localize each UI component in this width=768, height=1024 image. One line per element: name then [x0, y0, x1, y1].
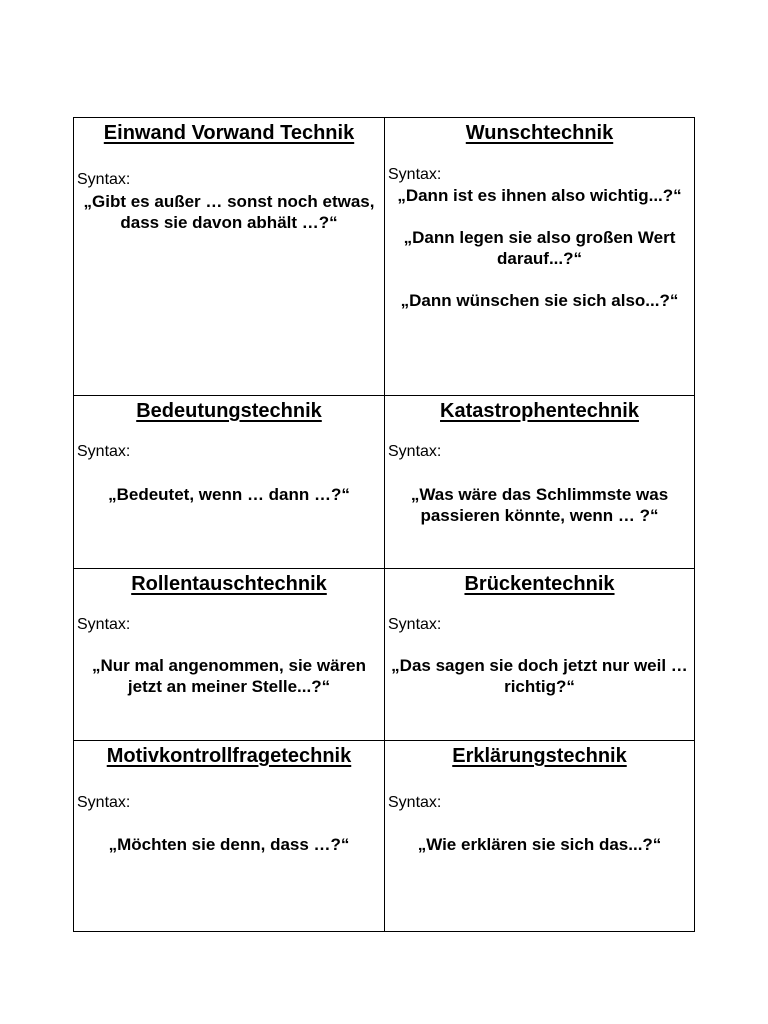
syntax-phrases	[391, 834, 688, 855]
card-title: Motivkontrollfragetechnik	[106, 745, 352, 767]
syntax-label: Syntax:	[388, 443, 442, 460]
syntax-phrases	[391, 655, 688, 697]
card-einwand-vorwand-technik	[74, 118, 385, 395]
syntax-label: Syntax:	[388, 794, 442, 811]
syntax-phrase: „Gibt es außer … sonst noch etwas, dass sie davon abhält …?“	[83, 192, 375, 232]
syntax-phrases	[80, 191, 378, 233]
syntax-phrase: „Was wäre das Schlimmste was passieren könnte, wenn … ?“	[410, 485, 669, 525]
card-katastrophentechnik	[385, 396, 694, 568]
syntax-phrase: „Dann ist es ihnen also wichtig...?“	[397, 186, 682, 205]
syntax-phrases	[391, 484, 688, 526]
card-wunschtechnik	[385, 118, 694, 395]
card-rollentauschtechnik	[74, 569, 385, 740]
syntax-phrases	[80, 655, 378, 697]
card-title: Brückentechnik	[464, 573, 615, 595]
syntax-label: Syntax:	[388, 616, 442, 633]
syntax-phrase: „Möchten sie denn, dass …?“	[108, 835, 350, 854]
syntax-label: Syntax:	[77, 443, 131, 460]
card-brueckentechnik	[385, 569, 694, 740]
syntax-phrase: „Das sagen sie doch jetzt nur weil … richtig?“	[391, 656, 688, 696]
card-title: Einwand Vorwand Technik	[103, 122, 355, 144]
card-row-4	[74, 741, 694, 931]
syntax-label: Syntax:	[77, 171, 131, 188]
card-title: Katastrophentechnik	[440, 400, 639, 422]
syntax-phrases	[80, 484, 378, 505]
syntax-phrase: „Wie erklären sie sich das...?“	[417, 835, 662, 854]
syntax-phrases	[80, 834, 378, 855]
syntax-label: Syntax:	[77, 616, 131, 633]
syntax-phrase: „Bedeutet, wenn … dann …?“	[108, 485, 350, 504]
syntax-phrase: „Dann legen sie also großen Wert darauf...?“	[403, 228, 676, 268]
syntax-phrase: „Nur mal angenommen, sie wären jetzt an meiner Stelle...?“	[92, 656, 366, 696]
syntax-label: Syntax:	[77, 794, 131, 811]
card-row-2	[74, 396, 694, 569]
card-title: Erklärungstechnik	[452, 745, 627, 767]
syntax-phrases	[391, 185, 688, 311]
technique-card-sheet	[73, 117, 695, 932]
card-title: Rollentauschtechnik	[131, 573, 327, 595]
card-bedeutungstechnik	[74, 396, 385, 568]
card-row-3	[74, 569, 694, 741]
syntax-label: Syntax:	[388, 166, 442, 183]
card-title: Bedeutungstechnik	[136, 400, 322, 422]
card-erklaerungstechnik	[385, 741, 694, 931]
syntax-phrase: „Dann wünschen sie sich also...?“	[400, 291, 679, 310]
card-title: Wunschtechnik	[465, 122, 614, 144]
card-motivkontrollfragetechnik	[74, 741, 385, 931]
card-row-1	[74, 118, 694, 396]
